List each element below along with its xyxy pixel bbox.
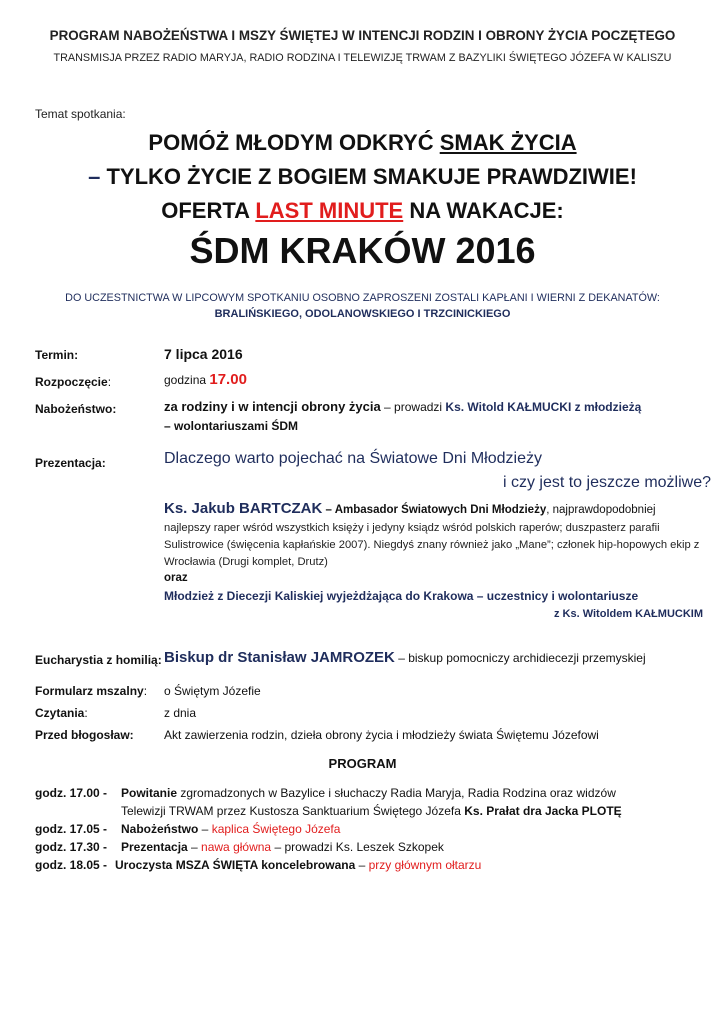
blessing-value: Akt zawierzenia rodzin, dzieła obrony życia i młodzieży świata Świętemu Józefowi [164,728,599,742]
missal-label-text: Formularz mszalny [35,684,144,698]
service-leads: – prowadzi [380,400,446,414]
program-item-2-place: kaplica Świętego Józefa [211,822,341,836]
program-item-1-text: zgromadzonych w Bazylice i słuchaczy Radia Maryja, Radia Rodzina oraz widzów [177,786,616,800]
invitation-line-1: DO UCZESTNICTWA W LIPCOWYM SPOTKANIU OSOBNO ZAPROSZENI ZOSTALI KAPŁANI I WIERNI Z DEKANATÓW: [65,292,660,304]
presentation-title-line-2: i czy jest to jeszcze możliwe? [502,474,711,491]
title-line-2-text: TYLKO ŻYCIE Z BOGIEM SMAKUJE PRAWDZIWIE! [106,164,637,189]
last-minute-highlight: LAST MINUTE [255,198,404,223]
start-value [164,371,247,388]
program-item-4 [35,858,481,872]
program-item-2-dash: – [198,822,212,836]
youth-line-1: Młodzież z Diecezji Kaliskiej wyjeżdżająca do Krakowa – uczestnicy i wolontariusze [164,589,639,603]
program-item-2-title: Nabożeństwo [121,822,199,836]
speaker-bio: najlepszy raper wśród wszystkich księży i jedyny ksiądz wśród polskich raperów; duszpasterz parafii Sulistrowice (święcenia kapłańskie 2007). Niegdyś znany również jako „Mane”; członek hip-hopowych ekip z Wrocławia (Drugi komplet, Drutz) [164,522,700,568]
title-line-2 [0,164,725,190]
bishop-role: – biskup pomocniczy archidiecezji przemyskiej [394,651,646,665]
eucharist-value [164,649,646,666]
program-item-3-dash: – [187,840,202,854]
service-leader: Ks. Witold KAŁMUCKI z młodzieżą [445,400,642,414]
missal-value: o Świętym Józefie [164,684,261,698]
youth-line-2: z Ks. Witoldem KAŁMUCKIM [553,608,703,620]
program-item-3-place: nawa główna [201,840,272,854]
readings-label-text: Czytania [35,706,85,720]
title-line-1 [0,130,725,156]
title-line-2-dash: – [88,164,107,189]
missal-label-colon: : [143,684,148,698]
title-line-3-a: OFERTA [161,198,256,223]
readings-value: z dnia [164,706,197,720]
program-item-3-time: godz. 17.30 - [35,840,108,854]
program-item-1-host: Ks. Prałat dra Jacka PLOTĘ [464,804,622,818]
missal-label [35,684,147,698]
speaker-role: – Ambasador Światowych Dni Młodzieży [322,504,547,516]
program-item-3-title: Prezentacja [121,840,188,854]
program-item-4-time: godz. 18.05 - [35,858,108,872]
speaker-line [164,500,656,517]
presentation-label: Prezentacja: [35,456,106,470]
speaker-role-cont: , najprawdopodobniej [546,504,656,516]
program-item-1-time: godz. 17.00 - [35,786,108,800]
blessing-label: Przed błogosław: [35,728,134,742]
eucharist-label: Eucharystia z homilią: [35,653,162,667]
term-value: 7 lipca 2016 [164,346,243,362]
topic-label: Temat spotkania: [35,107,126,121]
program-item-1 [35,786,616,800]
sdm-krakow-heading: ŚDM KRAKÓW 2016 [189,230,536,271]
program-item-3 [35,840,444,854]
bishop-name: Biskup dr Stanisław JAMROZEK [164,649,395,666]
title-line-3 [0,198,725,224]
program-item-2 [35,822,340,836]
service-value [164,399,641,414]
service-value-line-2: – wolontariuszami ŚDM [164,419,299,433]
program-item-1-title: Powitanie [121,786,178,800]
start-label-text: Rozpoczęcie [35,375,108,389]
program-item-4-place: przy głównym ołtarzu [368,858,482,872]
start-label [35,375,111,389]
presentation-title-line-1: Dlaczego warto pojechać na Światowe Dni Młodzieży [164,450,542,467]
service-intent: za rodziny i w intencji obrony życia [164,399,381,414]
program-header-title: PROGRAM NABOŻEŃSTWA I MSZY ŚWIĘTEJ W INTENCJI RODZIN I OBRONY ŻYCIA POCZĘTEGO [49,28,676,43]
program-item-1-line-2-text: Telewizji TRWAM przez Kustosza Sanktuarium Świętego Józefa [121,804,465,818]
program-item-3-rest: – prowadzi Ks. Leszek Szkopek [271,840,444,854]
title-line-3-c: NA WAKACJE: [403,198,564,223]
title-line-1-underlined: SMAK ŻYCIA [439,130,577,155]
program-item-4-dash: – [355,858,369,872]
service-label: Nabożeństwo: [35,402,117,416]
speaker-name: Ks. Jakub BARTCZAK [164,500,323,517]
broadcast-subtitle: TRANSMISJA PRZEZ RADIO MARYJA, RADIO RODZINA I TELEWIZJĘ TRWAM Z BAZYLIKI ŚWIĘTEGO JÓZEFA W KALISZU [53,52,672,64]
start-time: 17.00 [209,371,247,388]
program-heading: PROGRAM [328,756,397,771]
start-label-colon: : [107,375,112,389]
program-item-2-time: godz. 17.05 - [35,822,108,836]
term-label: Termin: [35,348,79,362]
program-item-4-title: Uroczysta MSZA ŚWIĘTA koncelebrowana [115,858,356,872]
program-item-1-line-2 [121,804,622,818]
readings-label-colon: : [84,706,88,720]
title-line-1-a: POMÓŻ MŁODYM ODKRYĆ [148,130,440,155]
readings-label [35,706,88,720]
start-prefix: godzina [164,373,210,387]
and-word: oraz [164,572,188,584]
deanery-list: BRALIŃSKIEGO, ODOLANOWSKIEGO I TRZCINICKIEGO [214,308,511,320]
